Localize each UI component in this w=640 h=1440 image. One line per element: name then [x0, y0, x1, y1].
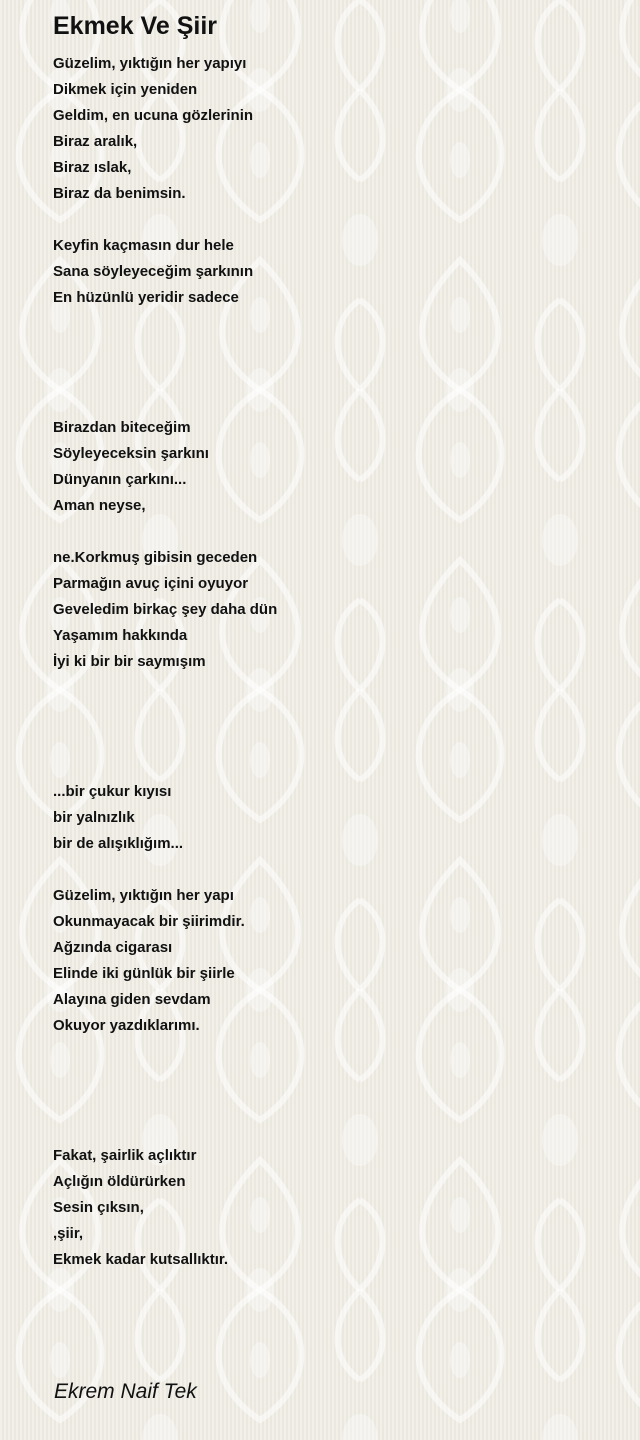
poem-line: Aman neyse,	[53, 497, 146, 514]
poem-line: Biraz da benimsin.	[53, 185, 186, 202]
poem-blank-line	[53, 207, 277, 233]
poem-blank-line	[53, 1091, 277, 1117]
poem-line: ,şiir,	[53, 1225, 84, 1242]
poem-line: Keyfin kaçmasın dur hele	[53, 237, 234, 254]
poem-line: Dünyanın çarkını...	[53, 471, 187, 488]
poem-line: Okuyor yazdıklarımı.	[53, 1017, 200, 1034]
poem-line: bir yalnızlık	[53, 809, 135, 826]
poem-line: Okunmayacak bir şiirimdir.	[53, 913, 245, 930]
poem-line: Yaşamım hakkında	[53, 627, 188, 644]
poem-line: Geldim, en ucuna gözlerinin	[53, 107, 254, 124]
poem-line: ...bir çukur kıyısı	[53, 783, 172, 800]
poem-line: Biraz ıslak,	[53, 159, 132, 176]
poem-line: Açlığın öldürürken	[53, 1173, 186, 1190]
poem-line: Birazdan biteceğim	[53, 419, 191, 436]
poem-blank-line	[53, 1065, 277, 1091]
poem-blank-line	[53, 1039, 277, 1065]
poem-line: En hüzünlü yeridir sadece	[53, 289, 239, 306]
poem-line: Güzelim, yıktığın her yapıyı	[53, 55, 247, 72]
poem-line: ne.Korkmuş gibisin geceden	[53, 549, 258, 566]
poem-blank-line	[53, 519, 277, 545]
poem-blank-line	[53, 701, 277, 727]
poem-line: Biraz aralık,	[53, 133, 138, 150]
poem-blank-line	[53, 857, 277, 883]
poem-blank-line	[53, 311, 277, 337]
poem-blank-line	[53, 753, 277, 779]
poem-line: Alayına giden sevdam	[53, 991, 211, 1008]
poem-blank-line	[53, 727, 277, 753]
poem-blank-line	[53, 363, 277, 389]
poem-line: Elinde iki günlük bir şiirle	[53, 965, 235, 982]
poem-line: Parmağın avuç içini oyuyor	[53, 575, 249, 592]
poem-line: Fakat, şairlik açlıktır	[53, 1147, 197, 1164]
poem-blank-line	[53, 675, 277, 701]
poem-line: Ekmek kadar kutsallıktır.	[53, 1251, 229, 1268]
poem-line: Geveledim birkaç şey daha dün	[53, 601, 278, 618]
poem-line: Güzelim, yıktığın her yapı	[53, 887, 234, 904]
poem-author: Ekrem Naif Tek	[54, 1380, 197, 1403]
poem-blank-line	[53, 389, 277, 415]
poem-title: Ekmek Ve Şiir	[53, 12, 218, 40]
poem-line: Ağzında cigarası	[53, 939, 173, 956]
poem-line: Dikmek için yeniden	[53, 81, 198, 98]
poem-line: Söyleyeceksin şarkını	[53, 445, 209, 462]
poem-body	[53, 51, 277, 1273]
poem-line: İyi ki bir bir saymışım	[53, 653, 206, 670]
poem-line: Sana söyleyeceğim şarkının	[53, 263, 254, 280]
poem-blank-line	[53, 1117, 277, 1143]
poem-line: Sesin çıksın,	[53, 1199, 144, 1216]
poem-line: bir de alışıklığım...	[53, 835, 184, 852]
poem-blank-line	[53, 337, 277, 363]
